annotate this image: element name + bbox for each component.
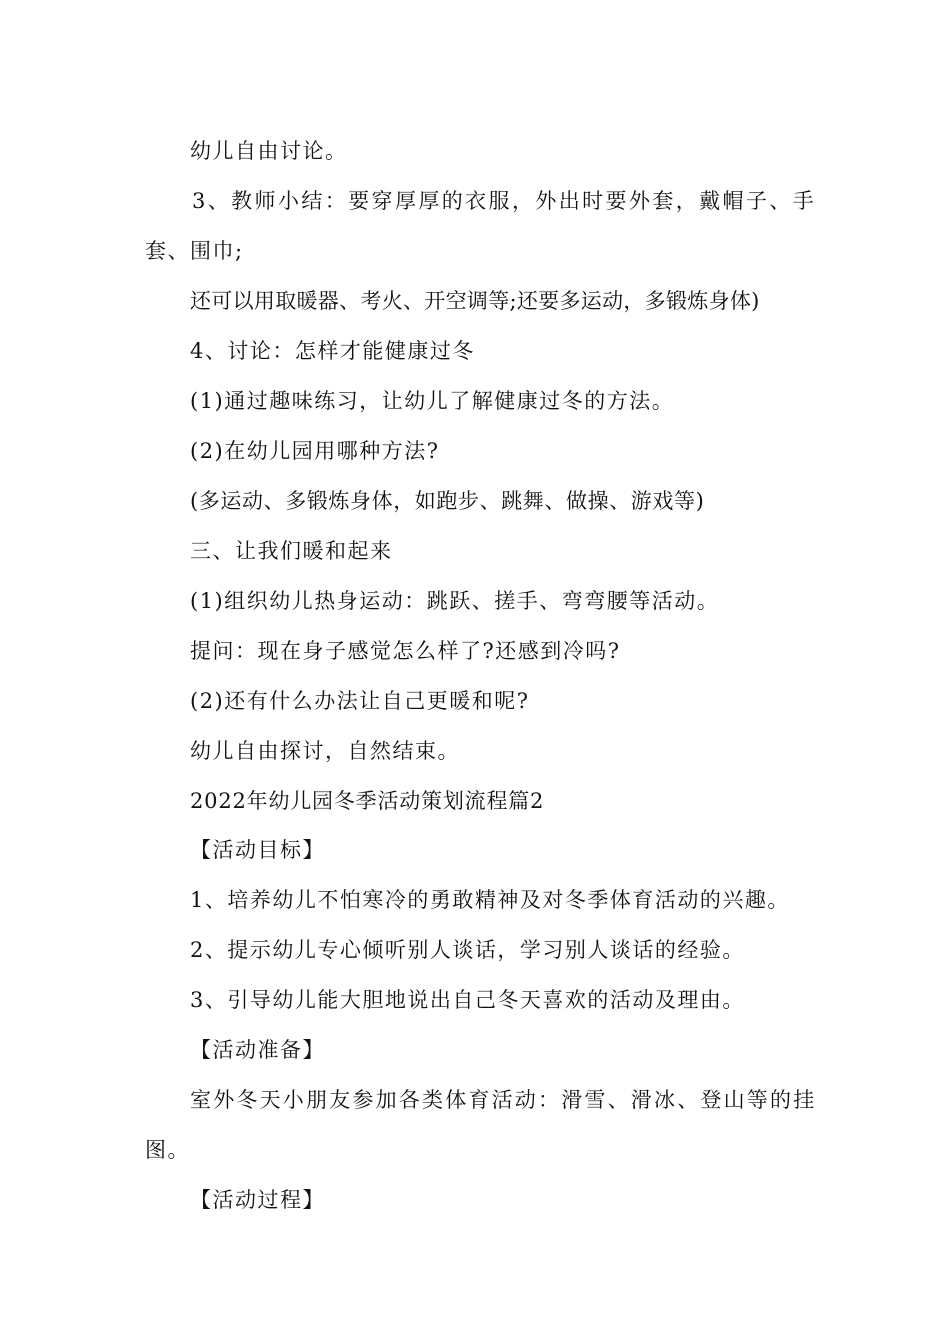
paragraph-line: 室外冬天小朋友参加各类体育活动：滑雪、滑冰、登山等的挂 xyxy=(190,1088,817,1112)
section-heading: 【活动过程】 xyxy=(190,1188,325,1212)
paragraph-line: (1)通过趣味练习，让幼儿了解健康过冬的方法。 xyxy=(190,389,675,413)
section-title: 2022年幼儿园冬季活动策划流程篇2 xyxy=(190,789,545,813)
paragraph-line: (多运动、多锻炼身体，如跑步、跳舞、做操、游戏等) xyxy=(190,489,705,513)
paragraph-line: (2)还有什么办法让自己更暖和呢? xyxy=(190,689,530,713)
paragraph-line: 图。 xyxy=(145,1138,190,1162)
paragraph-line: 幼儿自由讨论。 xyxy=(190,139,348,163)
section-heading: 【活动目标】 xyxy=(190,838,325,862)
paragraph-line: 还可以用取暖器、考火、开空调等;还要多运动，多锻炼身体) xyxy=(190,289,760,313)
paragraph-line: (1)组织幼儿热身运动：跳跃、搓手、弯弯腰等活动。 xyxy=(190,589,720,613)
list-item: 1、培养幼儿不怕寒冷的勇敢精神及对冬季体育活动的兴趣。 xyxy=(190,888,790,912)
list-item: 3、引导幼儿能大胆地说出自己冬天喜欢的活动及理由。 xyxy=(190,988,745,1012)
paragraph-line: 三、让我们暖和起来 xyxy=(190,539,393,563)
paragraph-line: 套、围巾; xyxy=(145,239,244,263)
paragraph-line: (2)在幼儿园用哪种方法? xyxy=(190,439,440,463)
paragraph-line: 幼儿自由探讨，自然结束。 xyxy=(190,739,460,763)
paragraph-line: 4、讨论：怎样才能健康过冬 xyxy=(190,339,475,363)
paragraph-line: 提问：现在身子感觉怎么样了?还感到冷吗? xyxy=(190,639,621,663)
section-heading: 【活动准备】 xyxy=(190,1038,325,1062)
list-item: 2、提示幼儿专心倾听别人谈话，学习别人谈话的经验。 xyxy=(190,938,745,962)
paragraph-line: 3、教师小结：要穿厚厚的衣服，外出时要外套，戴帽子、手 xyxy=(192,189,817,213)
